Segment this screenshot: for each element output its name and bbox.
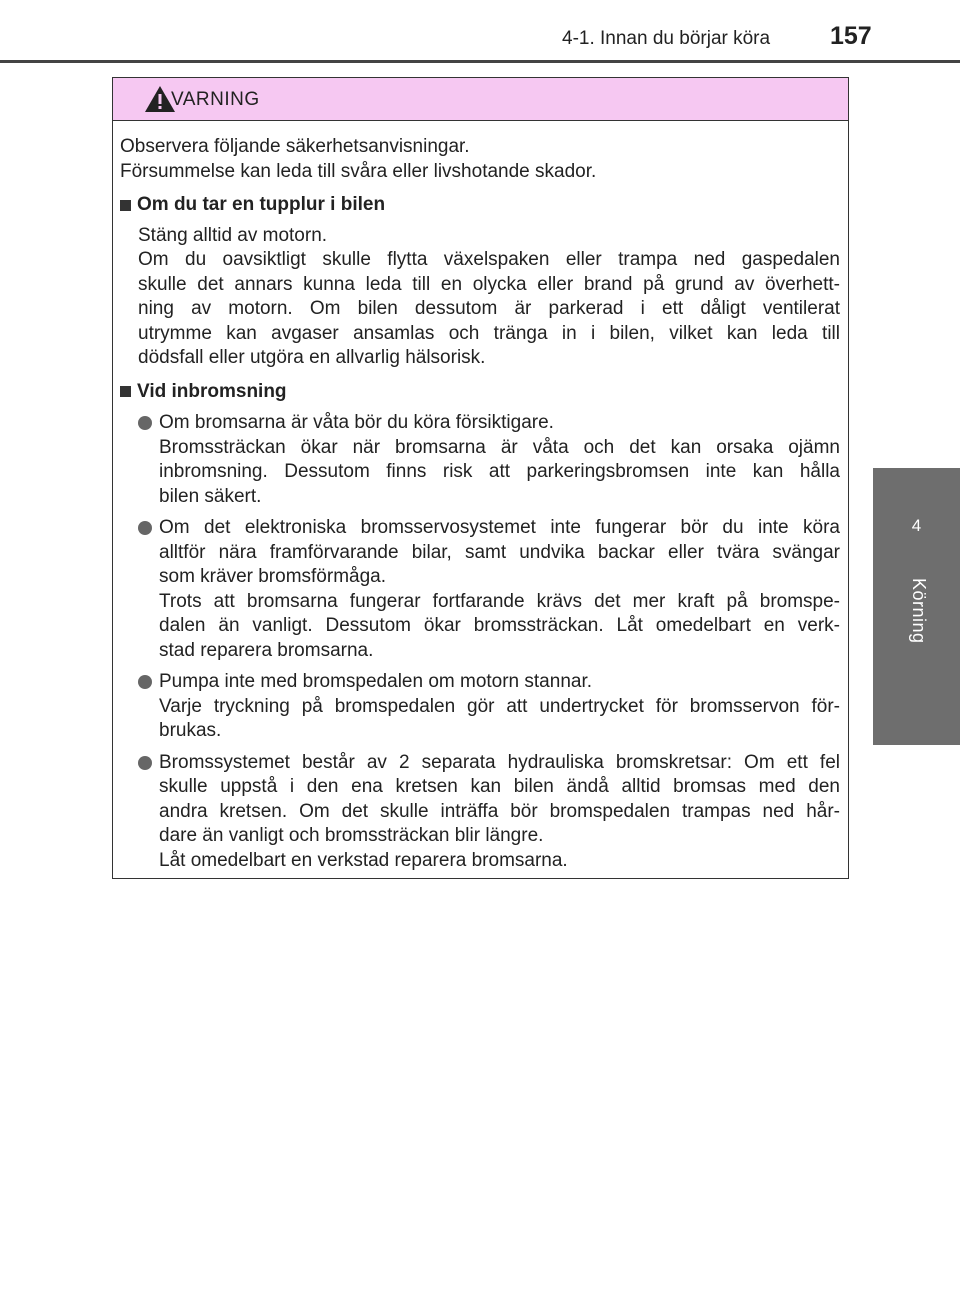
chapter-label: Körning	[909, 578, 929, 644]
text-line: ning av motorn. Om bilen dessutom är parkerad i ett dåligt ventilerat	[138, 298, 840, 319]
text-line: Trots att bromsarna fungerar fortfarande krävs det mer kraft på bromspe-	[159, 590, 840, 612]
round-bullet-icon	[138, 675, 152, 689]
text-line: Om bromsarna är våta bör du köra försiktigare.	[159, 412, 554, 433]
text-line: inbromsning. Dessutom finns risk att parkeringsbromsen inte kan hålla	[159, 461, 840, 482]
section-heading-text: Om du tar en tupplur i bilen	[137, 194, 386, 215]
text-line: Bromssträckan ökar när bromsarna är våta och det kan orsaka ojämn	[159, 436, 840, 458]
warning-content	[120, 135, 840, 873]
text-line: Låt omedelbart en verkstad reparera bromsarna.	[159, 849, 568, 871]
round-bullet-icon	[138, 756, 152, 770]
bullet-item	[138, 751, 840, 874]
text-line: som kräver bromsförmåga.	[159, 566, 387, 587]
text-line: Bromssystemet består av 2 separata hydrauliska bromskretsar: Om ett fel	[159, 751, 840, 773]
warning-box	[112, 77, 849, 879]
chapter-number: 4	[911, 516, 922, 535]
text-line: Om du oavsiktligt skulle flytta växelspaken eller trampa ned gaspedalen	[138, 249, 840, 270]
intro-paragraph	[120, 135, 840, 184]
text-line: alltför nära framförvarande bilar, samt undvika backar eller tvära svängar	[159, 541, 840, 563]
text-line: Pumpa inte med bromspedalen om motorn stannar.	[159, 671, 593, 692]
page-number: 157	[830, 22, 872, 50]
bullet-item	[138, 411, 840, 509]
text-line: Varje tryckning på bromspedalen gör att undertrycket för bromsservon för-	[159, 695, 840, 717]
text-line: Om det elektroniska bromsservosystemet inte fungerar bör du inte köra	[159, 517, 840, 538]
section-body	[138, 224, 840, 371]
text-line: andra kretsen. Om det skulle inträffa bör bromspedalen trampas ned hår-	[159, 800, 840, 822]
text-line: brukas.	[159, 720, 222, 741]
round-bullet-icon	[138, 416, 152, 430]
warning-title: VARNING	[171, 89, 260, 110]
text-line: utrymme kan avgaser ansamlas och tränga in i bilen, vilket kan leda till	[138, 322, 840, 344]
intro-line: Försummelse kan leda till svåra eller livshotande skador.	[120, 160, 597, 182]
bullet-item	[138, 516, 840, 663]
warning-header	[113, 78, 848, 121]
text-line: skulle det annars kunna leda till en olycka eller brand på grund av överhett-	[138, 273, 840, 295]
text-line: skulle uppstå i den ena kretsen kan bilen ändå alltid bromsas med den	[159, 776, 840, 797]
section-heading	[120, 193, 840, 218]
text-line: dödsfall eller utgöra en allvarlig hälsorisk.	[138, 347, 486, 368]
bullet-item	[138, 670, 840, 744]
round-bullet-icon	[138, 521, 152, 535]
square-bullet-icon	[120, 200, 131, 211]
text-line: bilen säkert.	[159, 485, 262, 507]
section-title: 4-1. Innan du börjar köra	[562, 28, 771, 49]
text-line: stad reparera bromsarna.	[159, 639, 374, 661]
section-heading	[120, 380, 840, 405]
section-heading-text: Vid inbromsning	[137, 380, 287, 402]
text-line: dalen än vanligt. Dessutom ökar bromssträckan. Låt omedelbart en verk-	[159, 615, 840, 636]
header-divider	[0, 60, 960, 63]
square-bullet-icon	[120, 386, 131, 397]
text-line: Stäng alltid av motorn.	[138, 224, 328, 246]
text-line: dare än vanligt och bromssträckan blir längre.	[159, 825, 544, 846]
chapter-tab[interactable]	[873, 468, 960, 745]
intro-line: Observera följande säkerhetsanvisningar.	[120, 136, 470, 157]
